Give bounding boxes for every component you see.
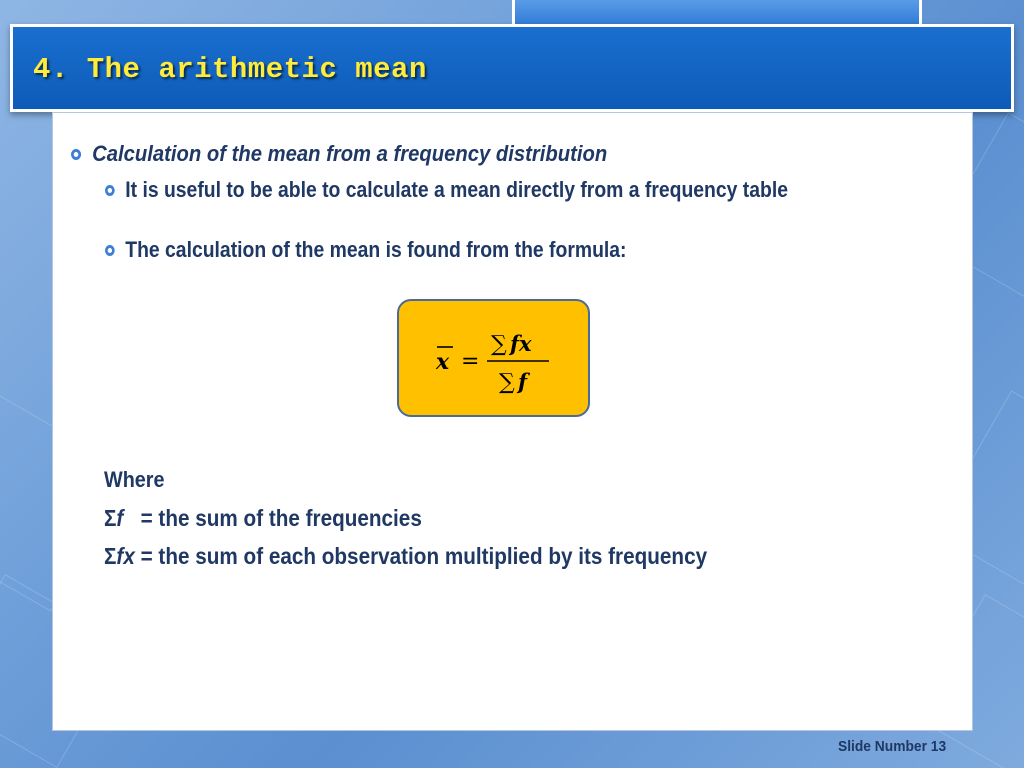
definition-sum-f — [104, 499, 707, 537]
definition-symbol — [104, 543, 135, 569]
sub-bullet-1 — [105, 177, 788, 203]
slide-number: Slide Number 13 — [838, 738, 947, 755]
symbol-name: f — [116, 505, 124, 531]
mean-formula — [399, 301, 588, 415]
definition-text: = the sum of the frequencies — [140, 505, 422, 531]
formula-denominator: f — [518, 369, 528, 394]
sub-bullet-text: It is useful to be able to calculate a mean directly from a frequency table — [125, 177, 788, 202]
title-bar — [10, 24, 1014, 112]
slide-title: 4. The arithmetic mean — [33, 53, 427, 86]
bullet-text: Calculation of the mean from a frequency distribution — [92, 141, 608, 166]
where-label: Where — [104, 467, 165, 492]
sub-bullet-2 — [105, 237, 626, 263]
top-decor-tab — [512, 0, 922, 26]
formula-equals: = — [461, 349, 480, 374]
formula-lhs: x — [436, 349, 450, 375]
bullet-level1 — [71, 141, 607, 167]
numerator-sigma: ∑ — [491, 332, 507, 357]
bullet-icon — [105, 185, 115, 196]
sigma-symbol: Σ — [104, 543, 117, 569]
bullet-icon — [105, 245, 115, 256]
symbol-name: fx — [116, 543, 135, 569]
formula-numerator: fx — [510, 331, 532, 356]
definition-symbol — [104, 505, 123, 531]
sigma-symbol: Σ — [104, 505, 117, 531]
definition-sum-fx — [104, 537, 707, 575]
where-definitions — [104, 461, 707, 575]
bullet-icon — [71, 149, 81, 160]
sub-bullet-text: The calculation of the mean is found from the formula: — [125, 237, 627, 262]
formula-box — [397, 299, 590, 417]
definition-text: = the sum of each observation multiplied by its frequency — [140, 543, 708, 569]
denominator-sigma: ∑ — [499, 370, 515, 395]
content-panel — [52, 112, 973, 731]
